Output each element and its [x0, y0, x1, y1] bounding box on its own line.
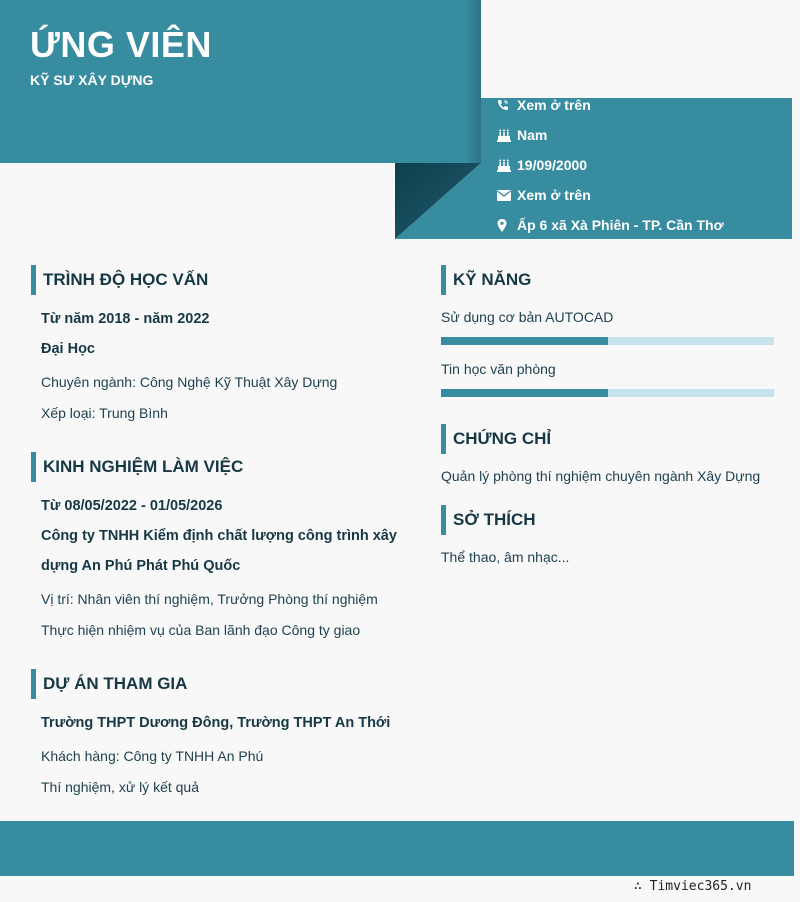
education-major: Chuyên ngành: Công Nghệ Kỹ Thuật Xây Dựng [41, 374, 338, 390]
experience-company-line2: dựng An Phú Phát Phú Quốc [41, 558, 241, 574]
project-name: Trường THPT Dương Đông, Trường THPT An Thới [41, 715, 391, 731]
gender-icon [497, 128, 517, 142]
email-icon [497, 188, 517, 202]
contact-phone [497, 95, 591, 115]
skill-level-fill [441, 389, 608, 397]
ribbon-fold [395, 163, 481, 239]
experience-heading: KINH NGHIỆM LÀM VIỆC [31, 452, 243, 482]
education-period: Từ năm 2018 - năm 2022 [41, 311, 210, 327]
project-client: Khách hàng: Công ty TNHH An Phú [41, 748, 264, 764]
education-level: Đại Học [41, 341, 95, 357]
candidate-title: KỸ SƯ XÂY DỰNG [30, 72, 154, 88]
skill-name: Sử dụng cơ bản AUTOCAD [441, 309, 614, 325]
certificates-heading: CHỨNG CHỈ [441, 424, 551, 454]
skill-level-bar [441, 389, 774, 397]
contact-info-panel [481, 98, 792, 239]
phone-icon [497, 98, 517, 112]
education-heading: TRÌNH ĐỘ HỌC VẤN [31, 265, 208, 295]
experience-company-line1: Công ty TNHH Kiểm định chất lượng công trình xây [41, 528, 397, 544]
contact-phone-text: Xem ở trên [517, 97, 591, 113]
skill-level-bar [441, 337, 774, 345]
header-banner-shadow [466, 0, 481, 163]
contact-email [497, 185, 591, 205]
contact-email-text: Xem ở trên [517, 187, 591, 203]
contact-address [497, 215, 724, 235]
contact-address-text: Ấp 6 xã Xà Phiên - TP. Cần Thơ [517, 217, 724, 233]
experience-description: Thực hiện nhiệm vụ của Ban lãnh đạo Công ty giao [41, 622, 361, 638]
birthday-cake-icon [497, 158, 517, 172]
contact-gender [497, 125, 547, 145]
candidate-name: ỨNG VIÊN [30, 24, 212, 65]
location-pin-icon [497, 218, 517, 232]
hobbies-text: Thể thao, âm nhạc... [441, 549, 570, 565]
contact-gender-text: Nam [517, 127, 548, 143]
certificate-text: Quản lý phòng thí nghiệm chuyên ngành Xây Dựng [441, 468, 761, 484]
brand-watermark[interactable]: ∴ Timviec365.vn [634, 879, 752, 894]
projects-heading: DỰ ÁN THAM GIA [31, 669, 187, 699]
contact-birthday [497, 155, 587, 175]
contact-birthday-text: 19/09/2000 [517, 157, 588, 173]
experience-position: Vị trí: Nhân viên thí nghiệm, Trưởng Phòng thí nghiệm [41, 591, 378, 607]
footer-band [0, 821, 794, 876]
experience-period: Từ 08/05/2022 - 01/05/2026 [41, 498, 223, 514]
skill-level-fill [441, 337, 608, 345]
skill-name: Tin học văn phòng [441, 361, 556, 377]
skills-heading: KỸ NĂNG [441, 265, 531, 295]
hobbies-heading: SỞ THÍCH [441, 505, 536, 535]
project-task: Thí nghiệm, xử lý kết quả [41, 779, 199, 795]
education-grade: Xếp loại: Trung Bình [41, 405, 168, 421]
